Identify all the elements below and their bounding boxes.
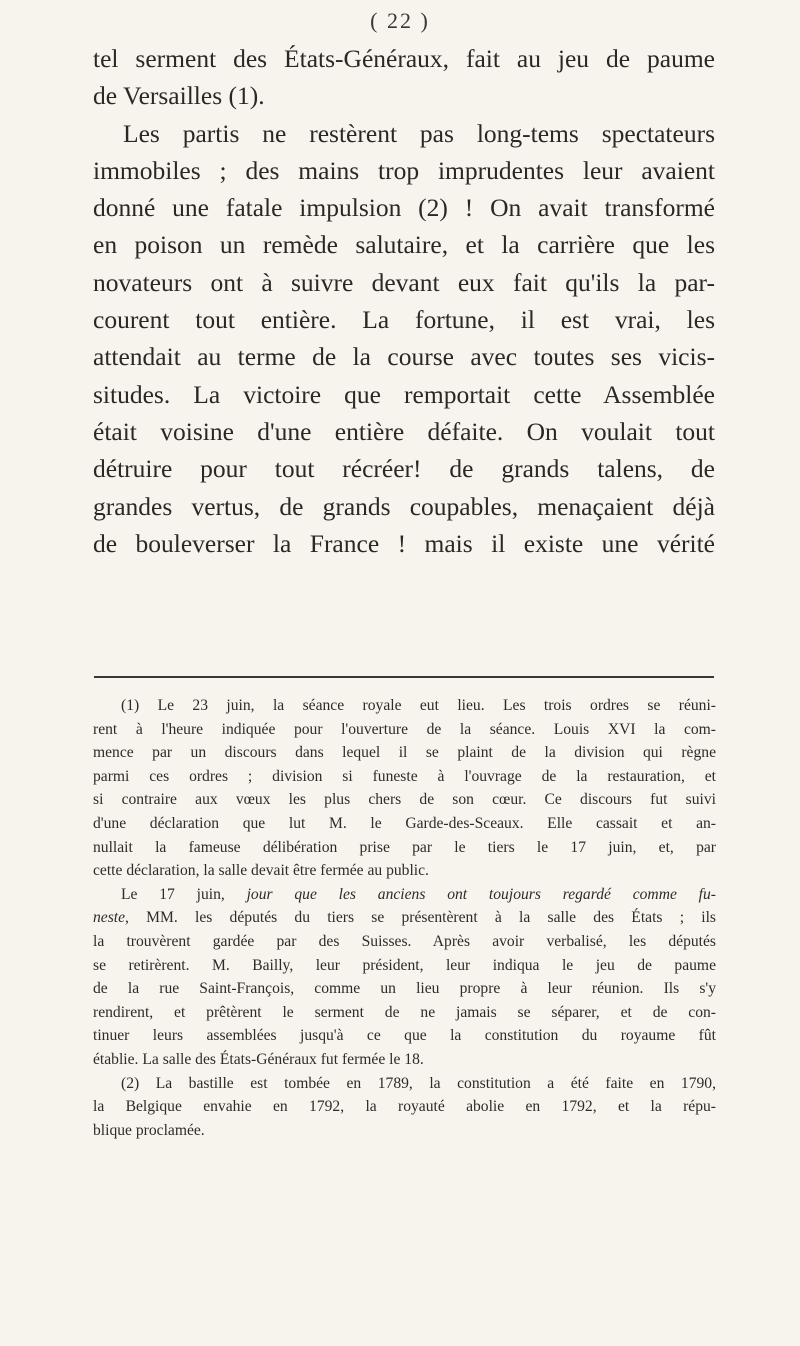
footnote-line: la Belgique envahie en 1792, la royauté abolie en 1792, et la répu- xyxy=(93,1098,716,1116)
text-line: grandes vertus, de grands coupables, menaçaient déjà xyxy=(93,491,715,521)
text-line: détruire pour tout récréer! de grands talens, de xyxy=(93,454,715,484)
text-line: tel serment des États-Généraux, fait au jeu de paume xyxy=(93,44,715,73)
footnote-line: blique proclamée. xyxy=(93,1121,205,1139)
text-line: était voisine d'une entière défaite. On voulait tout xyxy=(93,416,715,446)
text-line: immobiles ; des mains trop imprudentes leur avaient xyxy=(93,155,715,185)
footnote-line: de la rue Saint-François, comme un lieu propre à leur réunion. Ils s'y xyxy=(93,980,716,998)
footnote-line: (2) La bastille est tombée en 1789, la constitution a été faite en 1790, xyxy=(121,1074,716,1092)
footnote-line xyxy=(93,906,716,930)
footnote-line: rendirent, et prêtèrent le serment de ne jamais se séparer, et de con- xyxy=(93,1003,716,1021)
main-text xyxy=(93,40,715,562)
footnote-italic-text: jour que les anciens ont toujours regardé comme fu- xyxy=(246,885,716,903)
footnote-line xyxy=(93,883,716,907)
footnote-text: Le 17 juin, xyxy=(121,885,225,903)
text-line: de bouleverser la France ! mais il existe une vérité xyxy=(93,528,715,558)
footnotes xyxy=(93,694,716,1142)
footnote-line: parmi ces ordres ; division si funeste à l'ouvrage de la restauration, et xyxy=(93,767,716,785)
text-line: situdes. La victoire que remportait cette Assemblée xyxy=(93,379,715,409)
footnote-line: nullait la fameuse délibération prise par le tiers le 17 juin, et, par xyxy=(93,838,716,856)
text-line: en poison un remède salutaire, et la carrière que les xyxy=(93,230,715,260)
text-line: novateurs ont à suivre devant eux fait qu'ils la par- xyxy=(93,267,715,297)
footnote-line: mence par un discours dans lequel il se plaint de la division qui règne xyxy=(93,744,716,762)
footnote-line: cette déclaration, la salle devait être fermée au public. xyxy=(93,862,429,880)
page-number: ( 22 ) xyxy=(370,8,430,33)
text-line: de Versailles (1). xyxy=(93,81,265,111)
text-line: donné une fatale impulsion (2) ! On avait transformé xyxy=(93,193,715,223)
footnote-line: se retirèrent. M. Bailly, leur président, leur indiqua le jeu de paume xyxy=(93,956,716,974)
footnote-line: si contraire aux vœux les plus chers de son cœur. Ce discours fut suivi xyxy=(93,791,716,809)
footnote-line: rent à l'heure indiquée pour l'ouverture de la séance. Louis XVI la com- xyxy=(93,720,716,738)
footnote-line: la trouvèrent gardée par des Suisses. Après avoir verbalisé, les députés xyxy=(93,932,716,950)
footnote-line: (1) Le 23 juin, la séance royale eut lieu. Les trois ordres se réuni- xyxy=(121,697,716,714)
footnote-line: d'une déclaration que lut M. le Garde-des-Sceaux. Elle cassait et an- xyxy=(93,814,716,832)
footnote-line: établie. La salle des États-Généraux fut fermée le 18. xyxy=(93,1050,424,1068)
footnote-text: , MM. les députés du tiers se présentèrent à la salle des États ; ils xyxy=(125,909,716,927)
text-line: Les partis ne restèrent pas long-tems spectateurs xyxy=(123,118,715,148)
footnote-divider xyxy=(94,676,714,678)
text-line: courent tout entière. La fortune, il est vrai, les xyxy=(93,305,715,335)
footnote-line: tinuer leurs assemblées jusqu'à ce que la constitution du royaume fût xyxy=(93,1027,716,1045)
footnote-italic-text: neste xyxy=(93,909,126,927)
text-line: attendait au terme de la course avec toutes ses vicis- xyxy=(93,342,715,372)
